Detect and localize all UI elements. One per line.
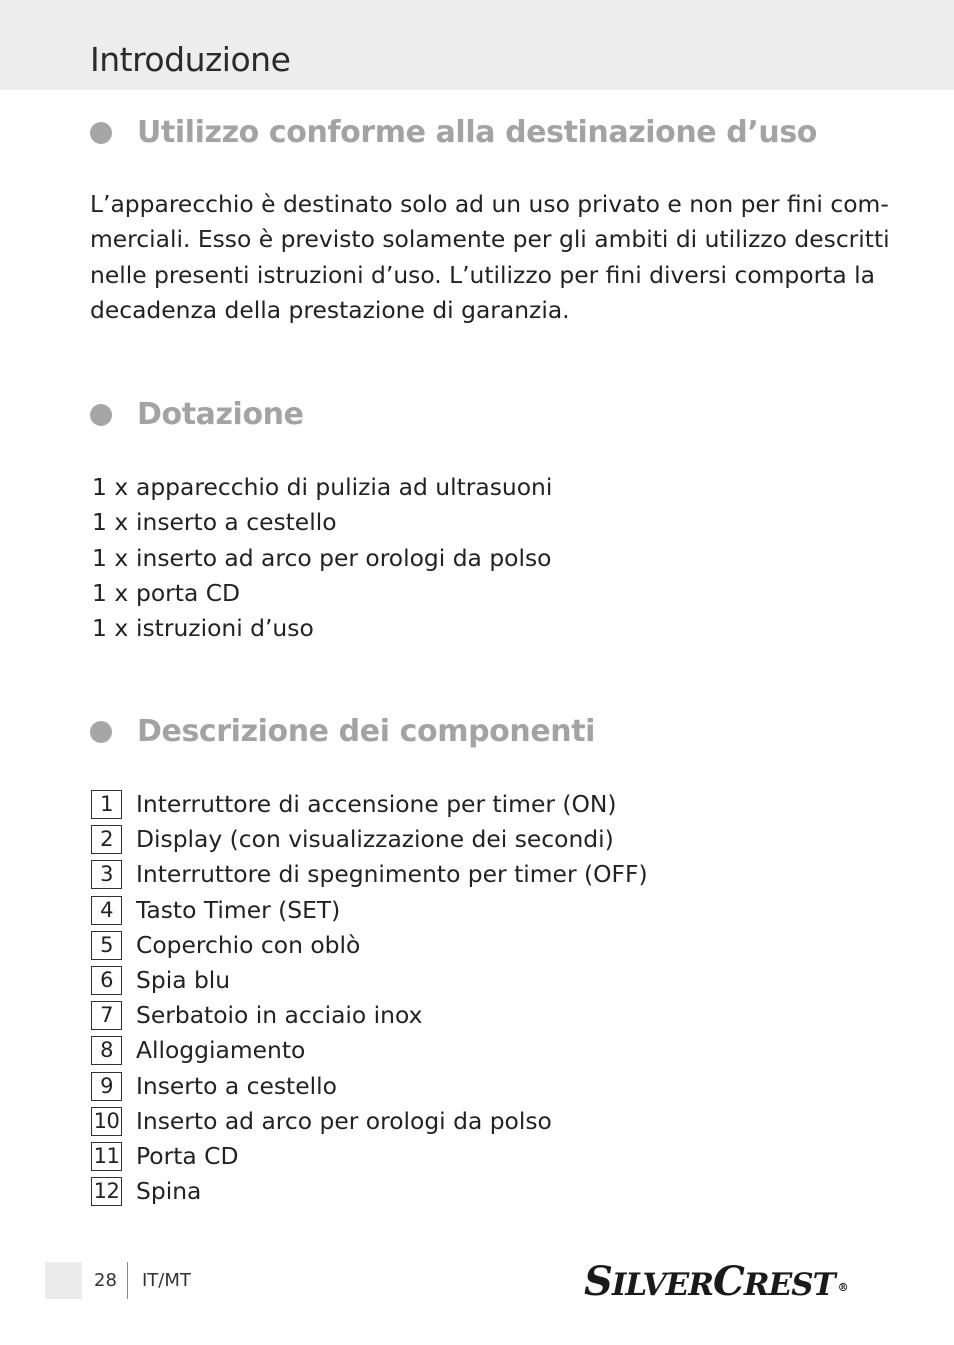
item-quantity: 1 x — [92, 614, 129, 643]
component-number-box: 4 — [91, 896, 122, 925]
bullet-icon — [90, 122, 112, 144]
page-number: 28 — [94, 1270, 117, 1291]
section-title: Dotazione — [137, 397, 304, 432]
component-number-box: 8 — [91, 1036, 122, 1065]
bullet-icon — [90, 721, 112, 743]
logo-text: ILVER — [611, 1267, 713, 1303]
component-number-box: 5 — [91, 931, 122, 960]
component-number-box: 2 — [91, 825, 122, 854]
bullet-icon — [90, 404, 112, 426]
item-quantity: 1 x — [92, 508, 129, 537]
footer-tab-marker — [45, 1262, 82, 1299]
paragraph-line: nelle presenti istruzioni d’uso. L’utilizzo per fini diversi comporta la — [90, 260, 875, 289]
component-label: Spina — [136, 1177, 202, 1206]
component-number-box: 3 — [91, 860, 122, 889]
paragraph-line: decadenza della prestazione di garanzia. — [90, 295, 570, 324]
section-title: Descrizione dei componenti — [137, 714, 596, 749]
item-quantity: 1 x — [92, 578, 129, 607]
logo-initial: S — [584, 1258, 612, 1305]
component-number-box: 6 — [91, 966, 122, 995]
component-label: Interruttore di spegnimento per timer (OFF) — [136, 860, 648, 889]
language-code: IT/MT — [142, 1270, 191, 1291]
component-number-box: 7 — [91, 1001, 122, 1030]
item-quantity: 1 x — [92, 473, 129, 501]
component-number-box: 1 — [91, 790, 122, 819]
item-text: inserto ad arco per orologi da polso — [136, 543, 552, 572]
component-number-box: 12 — [91, 1177, 122, 1206]
item-text: istruzioni d’uso — [136, 614, 314, 643]
component-label: Coperchio con oblò — [136, 930, 361, 959]
component-label: Porta CD — [136, 1142, 239, 1170]
silvercrest-logo — [584, 1258, 848, 1310]
page-title: Introduzione — [90, 40, 291, 79]
component-label: Inserto ad arco per orologi da polso — [136, 1106, 552, 1135]
intended-use-paragraph — [90, 187, 890, 328]
section-title: Utilizzo conforme alla destinazione d’uso — [137, 115, 817, 150]
logo-text: REST — [743, 1267, 835, 1303]
registered-mark: ® — [837, 1281, 848, 1294]
component-label: Serbatoio in acciaio inox — [136, 1001, 423, 1030]
item-text: inserto a cestello — [136, 508, 337, 537]
component-label: Alloggiamento — [136, 1036, 306, 1065]
component-label: Display (con visualizzazione dei secondi) — [136, 825, 614, 854]
item-text: apparecchio di pulizia ad ultrasuoni — [136, 473, 553, 501]
component-label: Tasto Timer (SET) — [136, 895, 341, 924]
paragraph-line: L’apparecchio è destinato solo ad un uso privato e non per fini com- — [90, 190, 889, 218]
component-label: Interruttore di accensione per timer (ON) — [136, 790, 617, 818]
footer-divider — [127, 1262, 128, 1299]
component-number-box: 9 — [91, 1072, 122, 1101]
component-number-box: 10 — [91, 1107, 122, 1136]
component-number-box: 11 — [91, 1142, 122, 1171]
component-label: Inserto a cestello — [136, 1071, 337, 1100]
item-text: porta CD — [136, 578, 241, 607]
component-label: Spia blu — [136, 966, 231, 994]
logo-initial: C — [712, 1258, 744, 1305]
item-quantity: 1 x — [92, 543, 129, 572]
paragraph-line: merciali. Esso è previsto solamente per gli ambiti di utilizzo descritti — [90, 225, 890, 254]
